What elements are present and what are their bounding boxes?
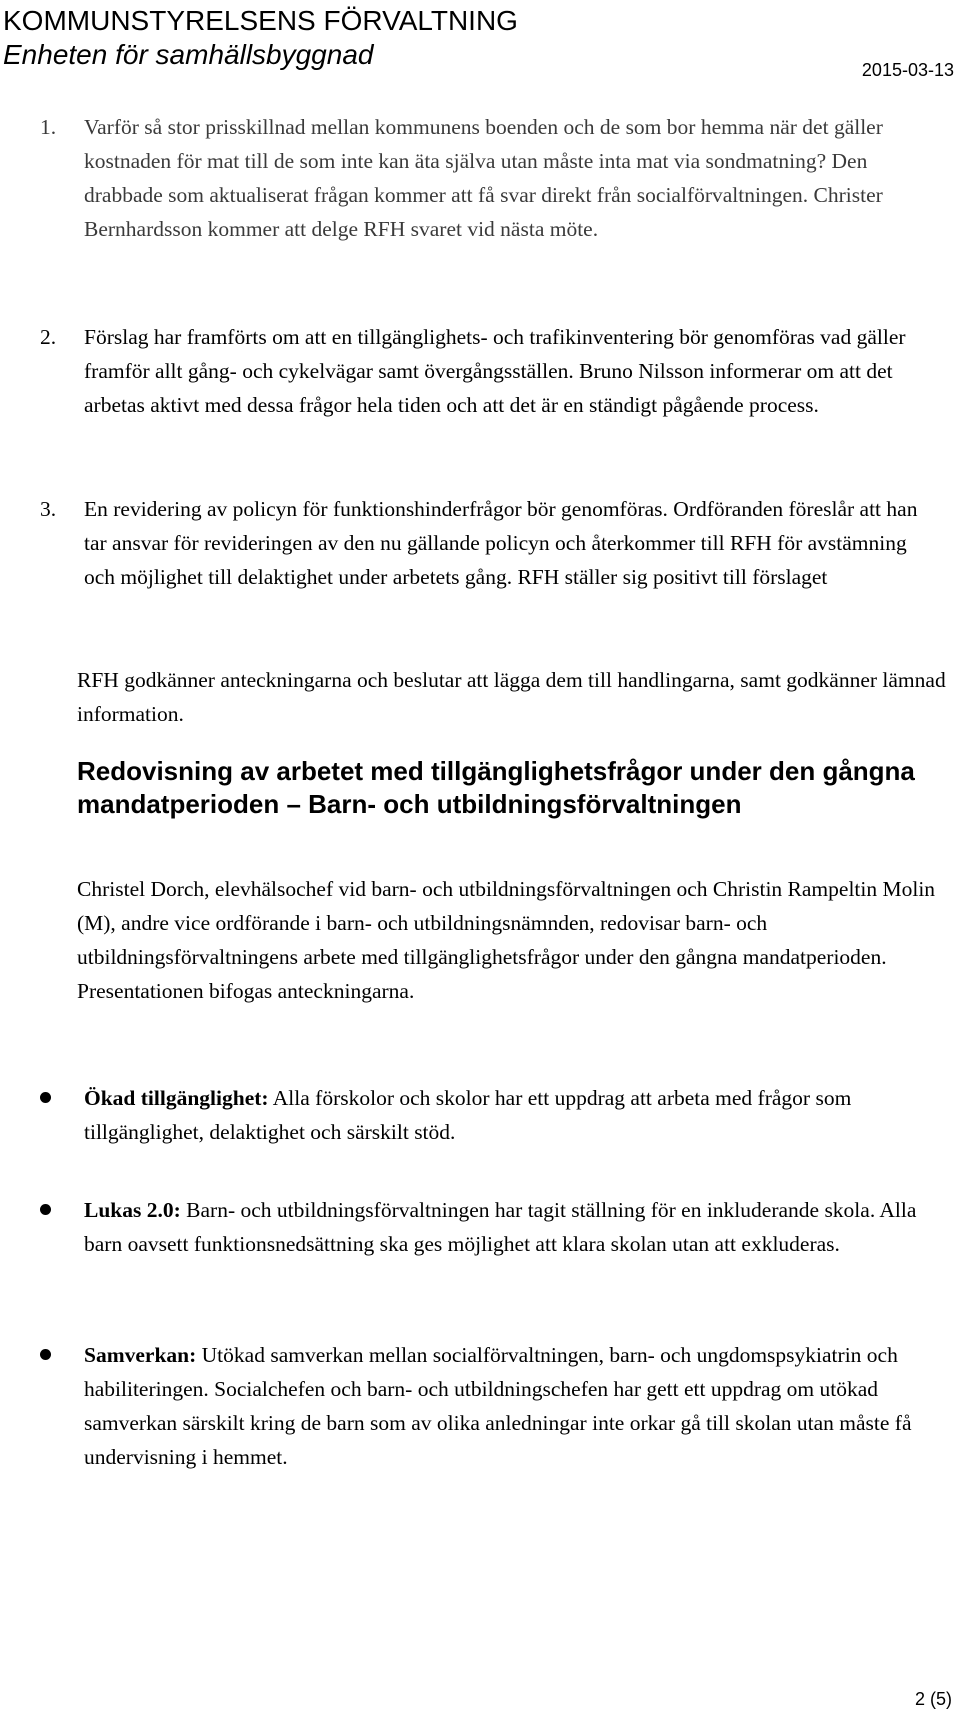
list-item-text: Varför så stor prisskillnad mellan kommunens boenden och de som bor hemma när det gäller kostnaden för mat till de som inte kan äta själva utan måste inta mat via sondmatning? Den drabbade som aktualiserat frågan kommer att få svar direkt från socialförvaltningen. Christer Bernhardsson kommer att delge RFH svaret vid nästa möte. xyxy=(84,115,883,241)
list-item-text: En revidering av policyn för funktionshinderfrågor bör genomföras. Ordföranden föreslår att han tar ansvar för revideringen av den nu gällande policyn och återkommer till RFH för avstämning och möjlighet till delaktighet under arbetets gång. RFH ställer sig positivt till förslaget xyxy=(84,497,918,589)
list-item-2 xyxy=(40,320,940,422)
bullet-label: Samverkan: xyxy=(84,1343,197,1367)
page-number: 2 (5) xyxy=(914,1689,952,1709)
section-intro: Christel Dorch, elevhälsochef vid barn- och utbildningsförvaltningen och Christin Rampeltin Molin (M), andre vice ordförande i barn- och utbildningsnämnden, redovisar barn- och utbildningsförvaltningens arbete med tillgänglighetsfrågor under den gångna mandatperioden. Presentationen bifogas anteckningarna. xyxy=(77,877,936,1003)
bullet-item-1 xyxy=(40,1081,945,1149)
header-date: 2015-03-13 xyxy=(861,60,954,80)
bullet-dot-icon xyxy=(40,1349,51,1360)
bullet-item-3 xyxy=(40,1338,945,1474)
bullet-item-2 xyxy=(40,1193,945,1261)
header-unit: Enheten för samhällsbyggnad xyxy=(3,39,374,70)
header-org: KOMMUNSTYRELSENS FÖRVALTNING xyxy=(3,5,518,36)
list-item-number: 1. xyxy=(40,115,57,139)
bullet-text: Alla förskolor och skolor har ett uppdrag att arbeta med frågor som tillgänglighet, delaktighet och särskilt stöd. xyxy=(84,1086,852,1144)
bullet-dot-icon xyxy=(40,1204,51,1215)
bullet-label: Lukas 2.0: xyxy=(84,1198,181,1222)
list-item-number: 2. xyxy=(40,325,57,349)
list-item-1 xyxy=(40,110,940,246)
list-item-number: 3. xyxy=(40,497,57,521)
bullet-text: Utökad samverkan mellan socialförvaltningen, barn- och ungdomspsykiatrin och habiliteringen. Socialchefen och barn- och utbildningschefen har gett ett uppdrag om utökad samverkan särskilt kring de barn som av olika anledningar inte orkar gå till skolan utan måste få undervisning i hemmet. xyxy=(84,1343,912,1469)
decision-paragraph: RFH godkänner anteckningarna och beslutar att lägga dem till handlingarna, samt godkänner lämnad information. xyxy=(77,668,946,726)
list-item-3 xyxy=(40,492,940,594)
bullet-text: Barn- och utbildningsförvaltningen har tagit ställning för en inkluderande skola. Alla barn oavsett funktionsnedsättning ska ges möjlighet att klara skolan utan att exkluderas. xyxy=(84,1198,917,1256)
bullet-dot-icon xyxy=(40,1092,51,1103)
bullet-label: Ökad tillgänglighet: xyxy=(84,1086,269,1110)
section-heading: Redovisning av arbetet med tillgänglighetsfrågor under den gångna mandatperioden – Barn- och utbildningsförvaltningen xyxy=(77,756,915,819)
list-item-text: Förslag har framförts om att en tillgänglighets- och trafikinventering bör genomföras vad gäller framför allt gång- och cykelvägar samt övergångsställen. Bruno Nilsson informerar om att det arbetas aktivt med dessa frågor hela tiden och att det är en ständigt pågående process. xyxy=(84,325,906,417)
